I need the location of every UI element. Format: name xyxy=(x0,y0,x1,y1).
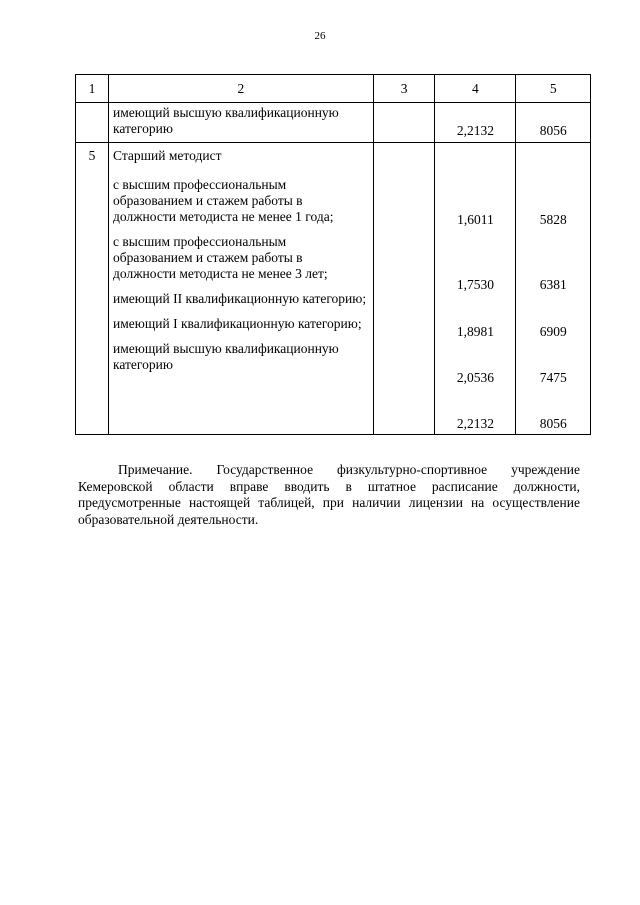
table-header-row xyxy=(76,75,591,103)
row5-item-1-salary: 5828 xyxy=(539,212,567,227)
continuation-salary xyxy=(516,103,591,143)
continuation-coef-value: 2,2132 xyxy=(456,123,494,138)
row5-item-2-salary: 6381 xyxy=(539,277,567,292)
table-row-5 xyxy=(76,143,591,435)
row5-item-2-text: с высшим профессиональным образованием и стажем работы в должности методиста не менее 3 лет; xyxy=(113,234,328,281)
row5-item-3-coef: 1,8981 xyxy=(456,324,494,339)
continuation-num xyxy=(76,103,109,143)
page-number: 26 xyxy=(314,30,326,42)
continuation-text-value: имеющий высшую квалификационную категорию xyxy=(113,105,339,136)
row5-item-4-salary: 7475 xyxy=(539,370,567,385)
header-col-2: 2 xyxy=(109,75,374,103)
header-col-5: 5 xyxy=(516,75,591,103)
salary-table xyxy=(75,74,591,435)
continuation-salary-value: 8056 xyxy=(539,123,567,138)
row5-item-3-salary: 6909 xyxy=(539,324,567,339)
row5-item-5-coef: 2,2132 xyxy=(456,416,494,431)
row5-description xyxy=(109,143,374,435)
header-col-1: 1 xyxy=(76,75,109,103)
table-row-continuation xyxy=(76,103,591,143)
row5-item-3-text: имеющий II квалификационную категорию; xyxy=(113,291,367,306)
row5-title: Старший методист xyxy=(113,148,222,163)
header-col-3: 3 xyxy=(373,75,435,103)
row5-coef-column xyxy=(435,143,516,435)
row5-item-4-text: имеющий I квалификационную категорию; xyxy=(113,316,362,331)
row5-num xyxy=(76,143,109,435)
footnote-paragraph: Примечание. Государственное физкультурно-спортивное учреждение Кемеровской области вправе вводить в штатное расписание должности, предусмотренные настоящей таблицей, при наличии лицензии на осуществление образовательной деятельности. xyxy=(78,462,580,527)
row5-item-1-coef: 1,6011 xyxy=(457,212,494,227)
row5-item-2-coef: 1,7530 xyxy=(456,277,494,292)
row5-col3 xyxy=(373,143,435,435)
row5-item-5-text: имеющий высшую квалификационную категорию xyxy=(113,341,339,372)
row5-item-4-coef: 2,0536 xyxy=(456,370,494,385)
row5-item-5-salary: 8056 xyxy=(539,416,567,431)
row5-num-value: 5 xyxy=(88,148,96,163)
row5-item-1-text: с высшим профессиональным образованием и стажем работы в должности методиста не менее 1 года; xyxy=(113,177,334,224)
row5-salary-column xyxy=(516,143,591,435)
continuation-text xyxy=(109,103,374,143)
header-col-4: 4 xyxy=(435,75,516,103)
continuation-col3 xyxy=(373,103,435,143)
continuation-coef xyxy=(435,103,516,143)
